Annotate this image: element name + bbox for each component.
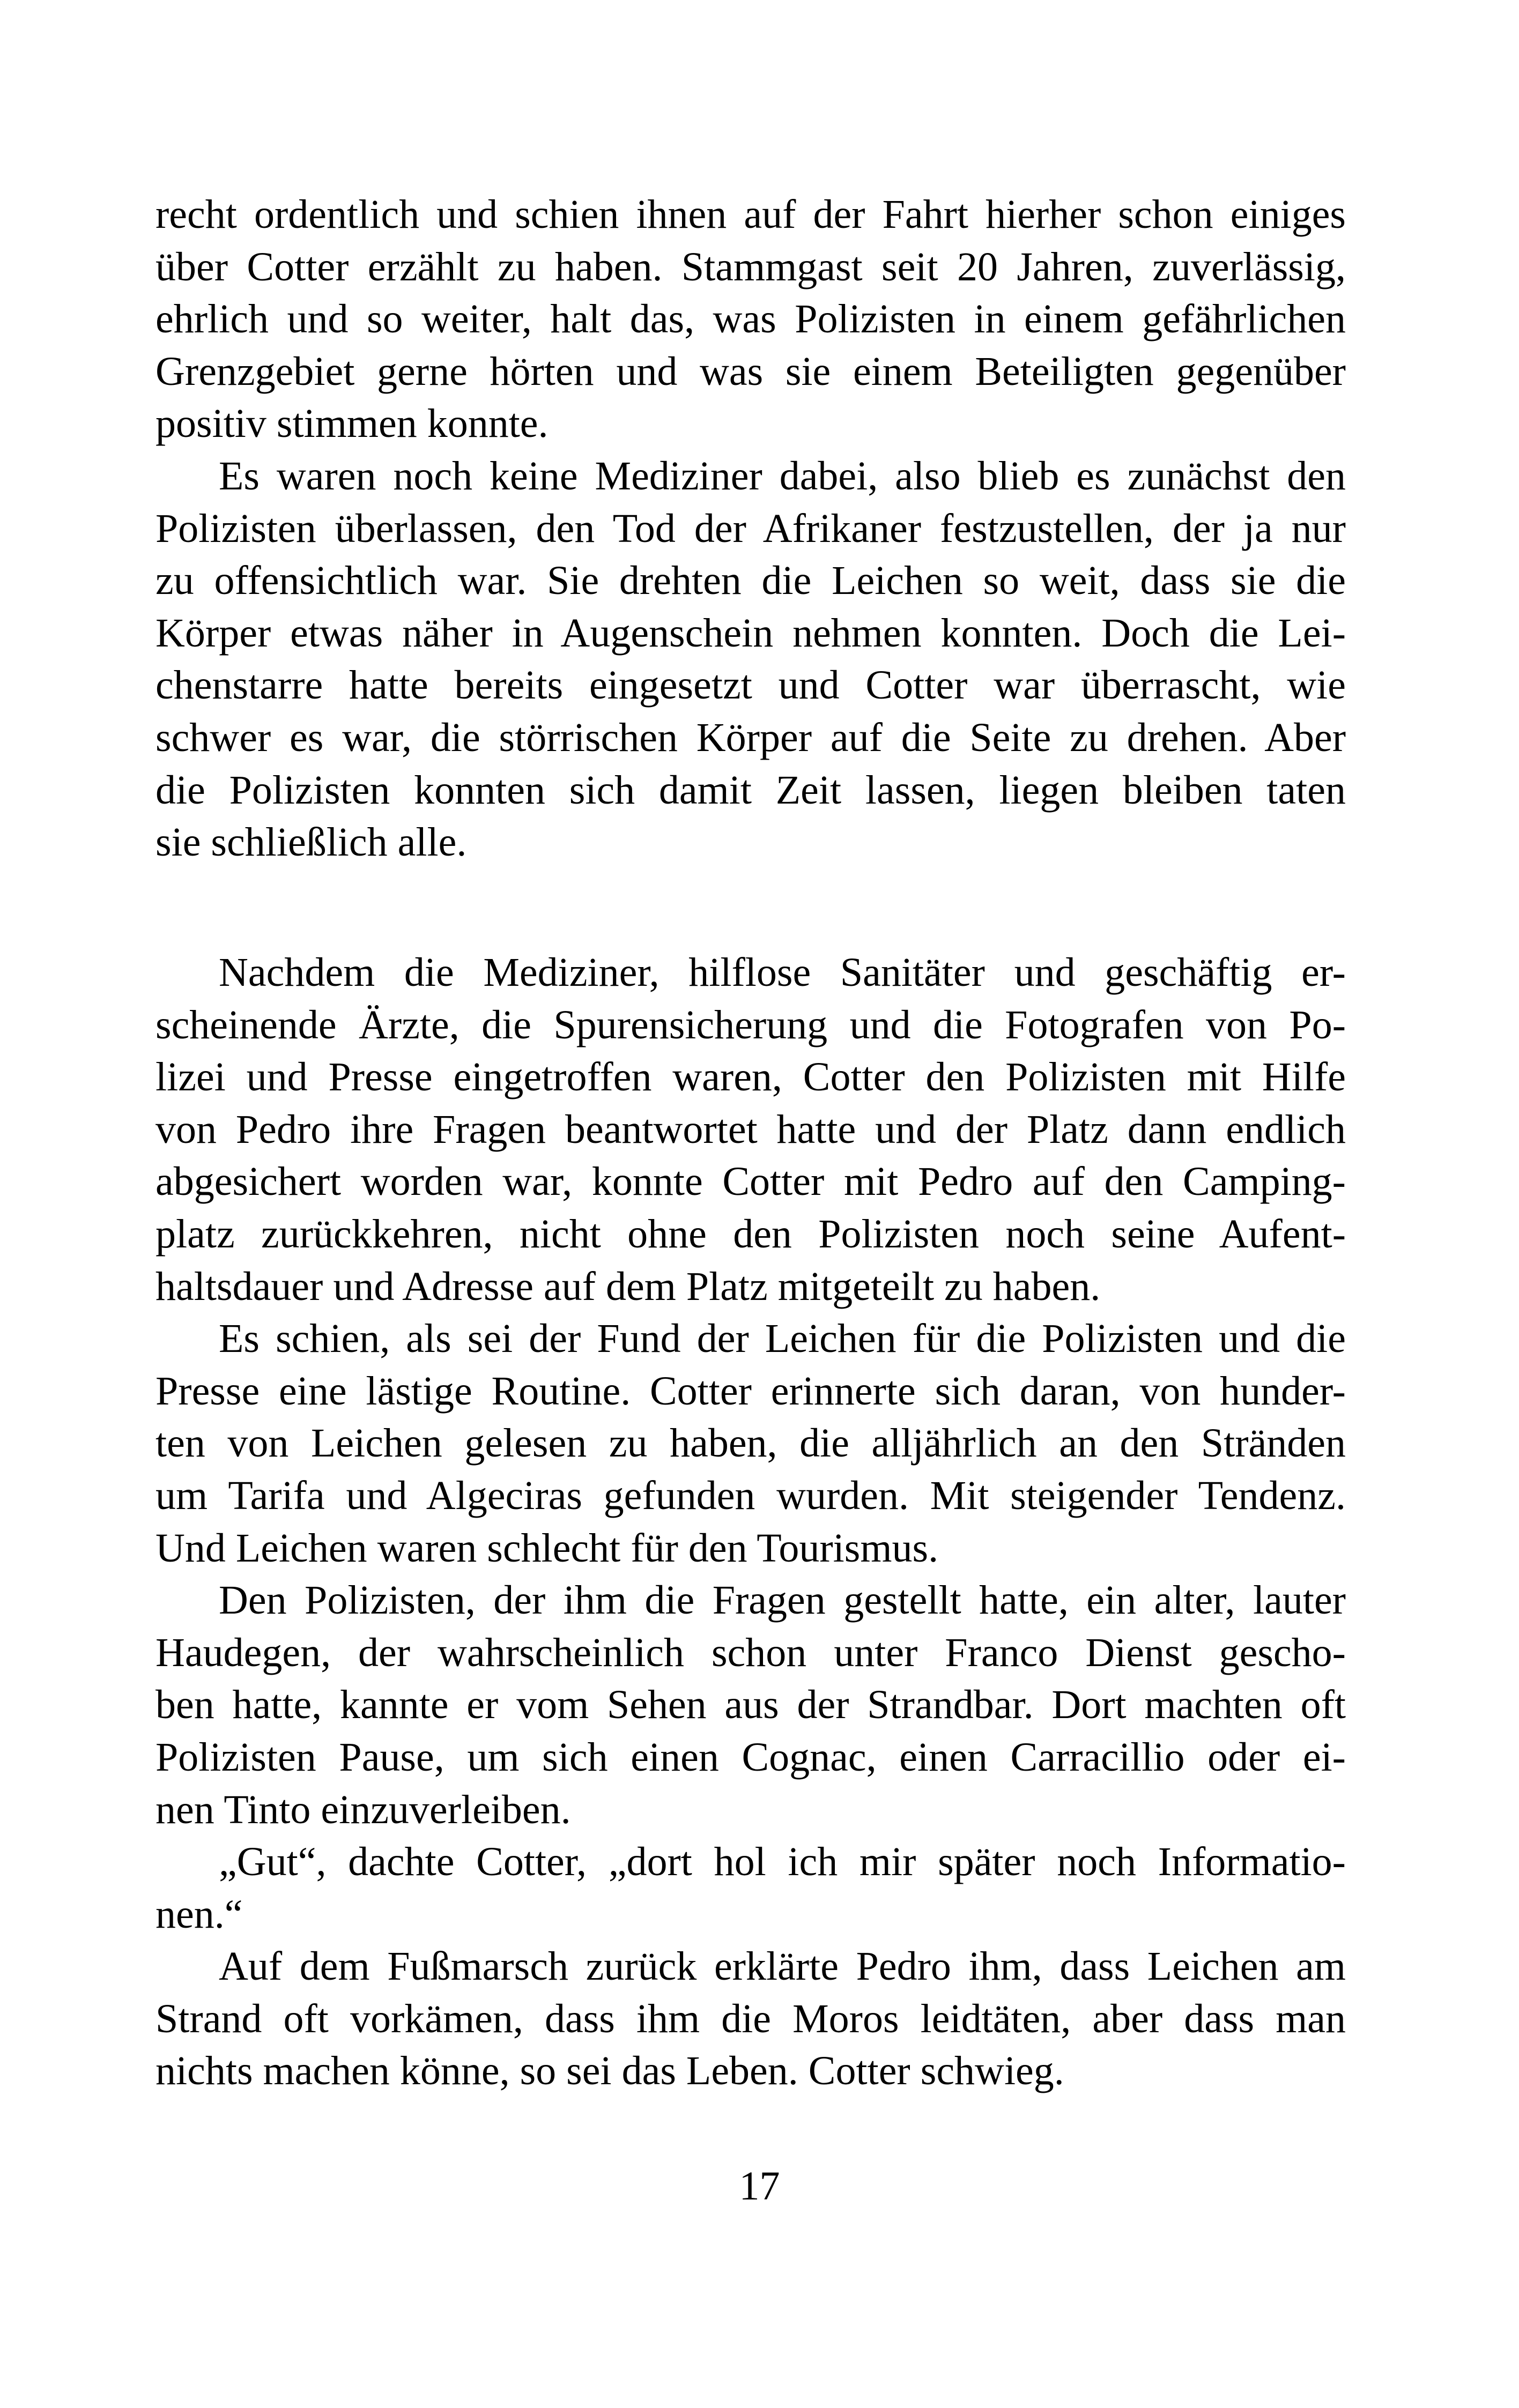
text-line: „Gut“, dachte Cotter, „dort hol ich mir später noch Informatio- xyxy=(219,1839,1346,1885)
text-block-upper xyxy=(155,189,1346,869)
text-line: Es waren noch keine Mediziner dabei, also blieb es zunächst den xyxy=(219,453,1346,499)
text-line: die Polizisten konnten sich damit Zeit lassen, liegen bleiben taten xyxy=(155,767,1346,813)
text-line: Es schien, als sei der Fund der Leichen für die Polizisten und die xyxy=(219,1316,1346,1362)
text-line: um Tarifa und Algeciras gefunden wurden. Mit steigender Tendenz. xyxy=(155,1473,1346,1518)
text-line: sie schließlich alle. xyxy=(155,820,467,865)
text-line: scheinende Ärzte, die Spurensicherung und die Fotografen von Po- xyxy=(155,1002,1346,1047)
text-line: Polizisten überlassen, den Tod der Afrikaner festzustellen, der ja nur xyxy=(155,506,1346,551)
text-line: ehrlich und so weiter, halt das, was Polizisten in einem gefährlichen xyxy=(155,296,1346,342)
text-line: Strand oft vorkämen, dass ihm die Moros leidtäten, aber dass man xyxy=(155,1996,1346,2041)
text-line: zu offensichtlich war. Sie drehten die Leichen so weit, dass sie die xyxy=(155,558,1346,604)
text-line: nen.“ xyxy=(155,1891,243,1937)
text-line: ten von Leichen gelesen zu haben, die alljährlich an den Stränden xyxy=(155,1421,1346,1466)
text-line: platz zurückkehren, nicht ohne den Polizisten noch seine Aufent- xyxy=(155,1211,1346,1257)
text-line: nichts machen könne, so sei das Leben. Cotter schwieg. xyxy=(155,2048,1064,2094)
text-line: Presse eine lästige Routine. Cotter erinnerte sich daran, von hunder- xyxy=(155,1368,1346,1414)
text-line: nen Tinto einzuverleiben. xyxy=(155,1787,571,1832)
text-line: Den Polizisten, der ihm die Fragen gestellt hatte, ein alter, lauter xyxy=(219,1578,1346,1623)
text-line: Polizisten Pause, um sich einen Cognac, einen Carracillio oder ei- xyxy=(155,1734,1346,1780)
text-line: haltsdauer und Adresse auf dem Platz mitgeteilt zu haben. xyxy=(155,1264,1101,1309)
text-line: von Pedro ihre Fragen beantwortet hatte und der Platz dann endlich xyxy=(155,1106,1346,1152)
text-line: recht ordentlich und schien ihnen auf der Fahrt hierher schon einiges xyxy=(155,192,1346,237)
text-line: über Cotter erzählt zu haben. Stammgast seit 20 Jahren, zuverlässig, xyxy=(155,244,1346,289)
page-number: 17 xyxy=(739,2164,780,2209)
text-line: Auf dem Fußmarsch zurück erklärte Pedro ihm, dass Leichen am xyxy=(219,1944,1346,1989)
text-line: Und Leichen waren schlecht für den Tourismus. xyxy=(155,1525,939,1571)
text-line: schwer es war, die störrischen Körper auf die Seite zu drehen. Aber xyxy=(155,715,1346,760)
text-line: Körper etwas näher in Augenschein nehmen konnten. Doch die Lei- xyxy=(155,610,1346,656)
text-line: ben hatte, kannte er vom Sehen aus der Strandbar. Dort machten oft xyxy=(155,1682,1346,1728)
text-line: Haudegen, der wahrscheinlich schon unter Franco Dienst gescho- xyxy=(155,1630,1346,1675)
text-line: positiv stimmen konnte. xyxy=(155,401,549,447)
text-line: Nachdem die Mediziner, hilflose Sanitäter und geschäftig er- xyxy=(219,950,1346,995)
text-line: Grenzgebiet gerne hörten und was sie einem Beteiligten gegenüber xyxy=(155,348,1346,394)
text-line: lizei und Presse eingetroffen waren, Cotter den Polizisten mit Hilfe xyxy=(155,1054,1346,1100)
text-line: abgesichert worden war, konnte Cotter mit Pedro auf den Camping- xyxy=(155,1159,1346,1205)
text-block-lower xyxy=(155,947,1346,2098)
text-line: chenstarre hatte bereits eingesetzt und Cotter war überrascht, wie xyxy=(155,663,1346,708)
